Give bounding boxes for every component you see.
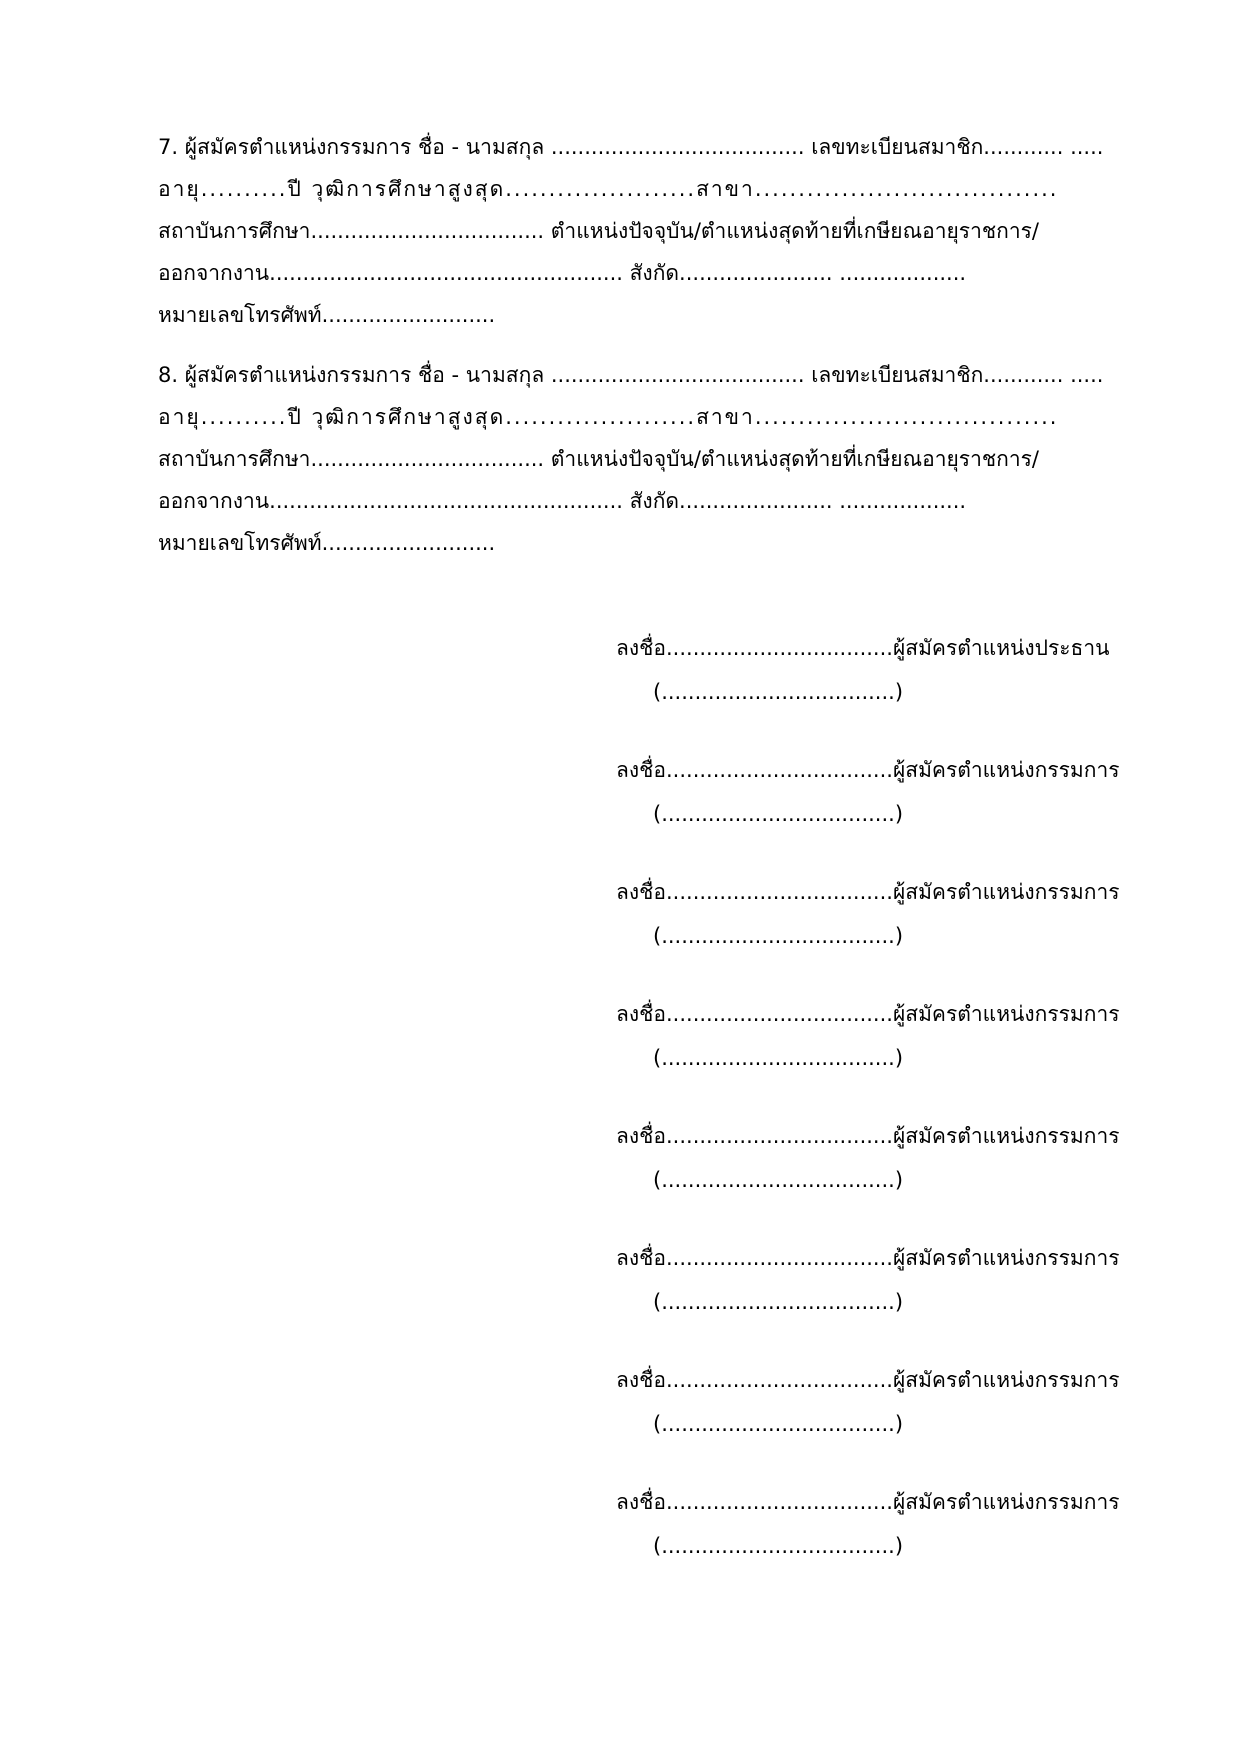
signature-block-committee-6 xyxy=(616,1358,1118,1446)
section8-name-line: 8. ผู้สมัครตำแหน่งกรรมการ ชื่อ - นามสกุล ...................................... เลขทะเบียนสมาชิก............ ..... xyxy=(158,363,1104,387)
signature-block-committee-7 xyxy=(616,1480,1118,1568)
section7-institution-position-line: สถาบันการศึกษา................................... ตำแหน่งปัจจุบัน/ตำแหน่งสุดท้ายที่เกษียณอายุราชการ/ xyxy=(158,219,1039,243)
section7-phone-line: หมายเลขโทรศัพท์.......................... xyxy=(158,303,496,327)
committee2-sign-line: ลงชื่อ..................................ผู้สมัครตำแหน่งกรรมการ xyxy=(616,880,1120,904)
signature-block-chairman xyxy=(616,626,1118,714)
signature-area xyxy=(158,626,1118,1568)
signature-block-committee-4 xyxy=(616,1114,1118,1202)
chairman-sign-line: ลงชื่อ..................................ผู้สมัครตำแหน่งประธาน xyxy=(616,636,1110,660)
committee1-name-line: (...................................) xyxy=(653,802,904,826)
applicant-section-7 xyxy=(158,126,1118,336)
applicant-section-8 xyxy=(158,354,1118,564)
signature-block-committee-2 xyxy=(616,870,1118,958)
committee7-sign-line: ลงชื่อ..................................ผู้สมัครตำแหน่งกรรมการ xyxy=(616,1490,1120,1514)
section7-name-line: 7. ผู้สมัครตำแหน่งกรรมการ ชื่อ - นามสกุล ...................................... เลขทะเบียนสมาชิก............ ..... xyxy=(158,135,1104,159)
committee7-name-line: (...................................) xyxy=(653,1534,904,1558)
section8-age-education-line: อายุ..........ปี วุฒิการศึกษาสูงสุด......................สาขา................................... xyxy=(158,405,1059,429)
chairman-name-line: (...................................) xyxy=(653,680,904,704)
committee4-sign-line: ลงชื่อ..................................ผู้สมัครตำแหน่งกรรมการ xyxy=(616,1124,1120,1148)
section7-retirement-affiliation-line: ออกจากงาน..................................................... สังกัด....................... ................... xyxy=(158,261,967,285)
section8-institution-position-line: สถาบันการศึกษา................................... ตำแหน่งปัจจุบัน/ตำแหน่งสุดท้ายที่เกษียณอายุราชการ/ xyxy=(158,447,1039,471)
committee4-name-line: (...................................) xyxy=(653,1168,904,1192)
section8-retirement-affiliation-line: ออกจากงาน..................................................... สังกัด....................... ................... xyxy=(158,489,967,513)
committee1-sign-line: ลงชื่อ..................................ผู้สมัครตำแหน่งกรรมการ xyxy=(616,758,1120,782)
committee2-name-line: (...................................) xyxy=(653,924,904,948)
committee6-name-line: (...................................) xyxy=(653,1412,904,1436)
signature-block-committee-5 xyxy=(616,1236,1118,1324)
signature-block-committee-3 xyxy=(616,992,1118,1080)
signature-block-committee-1 xyxy=(616,748,1118,836)
committee5-name-line: (...................................) xyxy=(653,1290,904,1314)
section7-age-education-line: อายุ..........ปี วุฒิการศึกษาสูงสุด......................สาขา................................... xyxy=(158,177,1059,201)
committee3-sign-line: ลงชื่อ..................................ผู้สมัครตำแหน่งกรรมการ xyxy=(616,1002,1120,1026)
document-body xyxy=(158,126,1118,1568)
committee5-sign-line: ลงชื่อ..................................ผู้สมัครตำแหน่งกรรมการ xyxy=(616,1246,1120,1270)
section8-phone-line: หมายเลขโทรศัพท์.......................... xyxy=(158,531,496,555)
committee6-sign-line: ลงชื่อ..................................ผู้สมัครตำแหน่งกรรมการ xyxy=(616,1368,1120,1392)
committee3-name-line: (...................................) xyxy=(653,1046,904,1070)
